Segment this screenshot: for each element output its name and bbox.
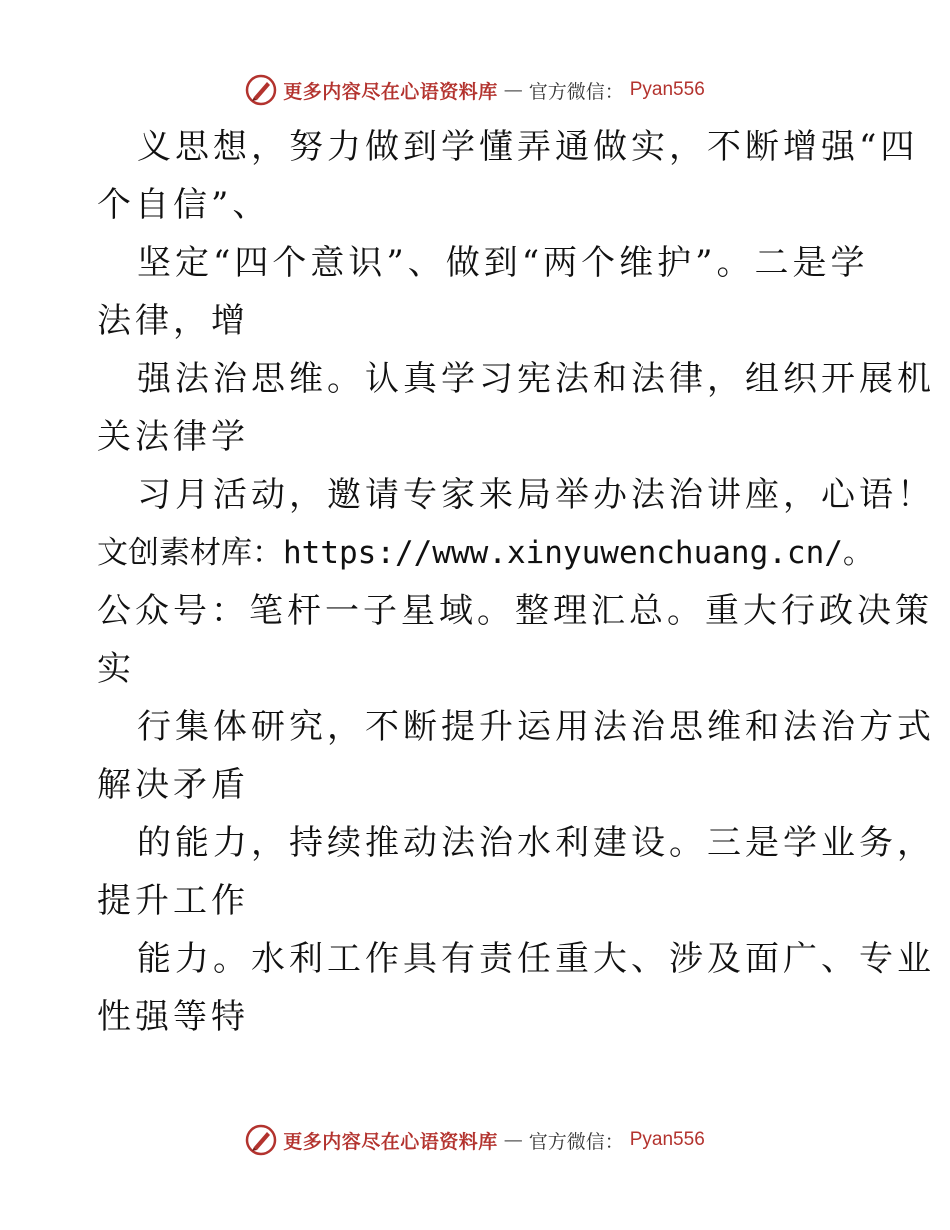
text-line: 实 [97,649,135,689]
text-line: 的能力，持续推动法治水利建设。三是学业务， [137,823,935,863]
header-wechat-id: Pyan556 [629,79,705,100]
text-line: 能力。水利工作具有责任重大、涉及面广、专业 [137,939,935,979]
pen-logo-icon [245,1124,277,1156]
footer-banner [0,1120,950,1160]
text-line: 提升工作 [97,881,249,921]
header-wechat-label: 官方微信： [528,80,624,103]
text-line: 个自信”、 [97,185,271,225]
header-separator: — [503,79,523,101]
text-line: 解决矛盾 [97,765,249,805]
footer-wechat-label: 官方微信： [528,1130,624,1153]
text-line: 公众号：笔杆一子星域。整理汇总。重大行政决策 [97,591,933,631]
footer-wechat-id: Pyan556 [629,1129,705,1150]
text-line: 法律，增 [97,301,249,341]
text-line: 行集体研究，不断提升运用法治思维和法治方式 [137,707,935,747]
text-line: 强法治思维。认真学习宪法和法律，组织开展机 [137,359,935,399]
text-line: 习月活动，邀请专家来局举办法治讲座，心语！ [137,475,935,515]
pen-logo-icon [245,74,277,106]
document-body [97,118,935,1046]
header-banner [0,70,950,110]
text-line-url: 文创素材库：https://www.xinyuwenchuang.cn/。 [97,535,874,571]
footer-separator: — [503,1129,523,1151]
footer-site-text: 更多内容尽在心语资料库 [283,1130,498,1153]
text-line: 关法律学 [97,417,249,457]
header-site-text: 更多内容尽在心语资料库 [283,80,498,103]
text-line: 性强等特 [97,997,249,1037]
text-line: 坚定“四个意识”、做到“两个维护”。二是学 [137,243,869,283]
text-line: 义思想，努力做到学懂弄通做实，不断增强“四 [137,127,919,167]
